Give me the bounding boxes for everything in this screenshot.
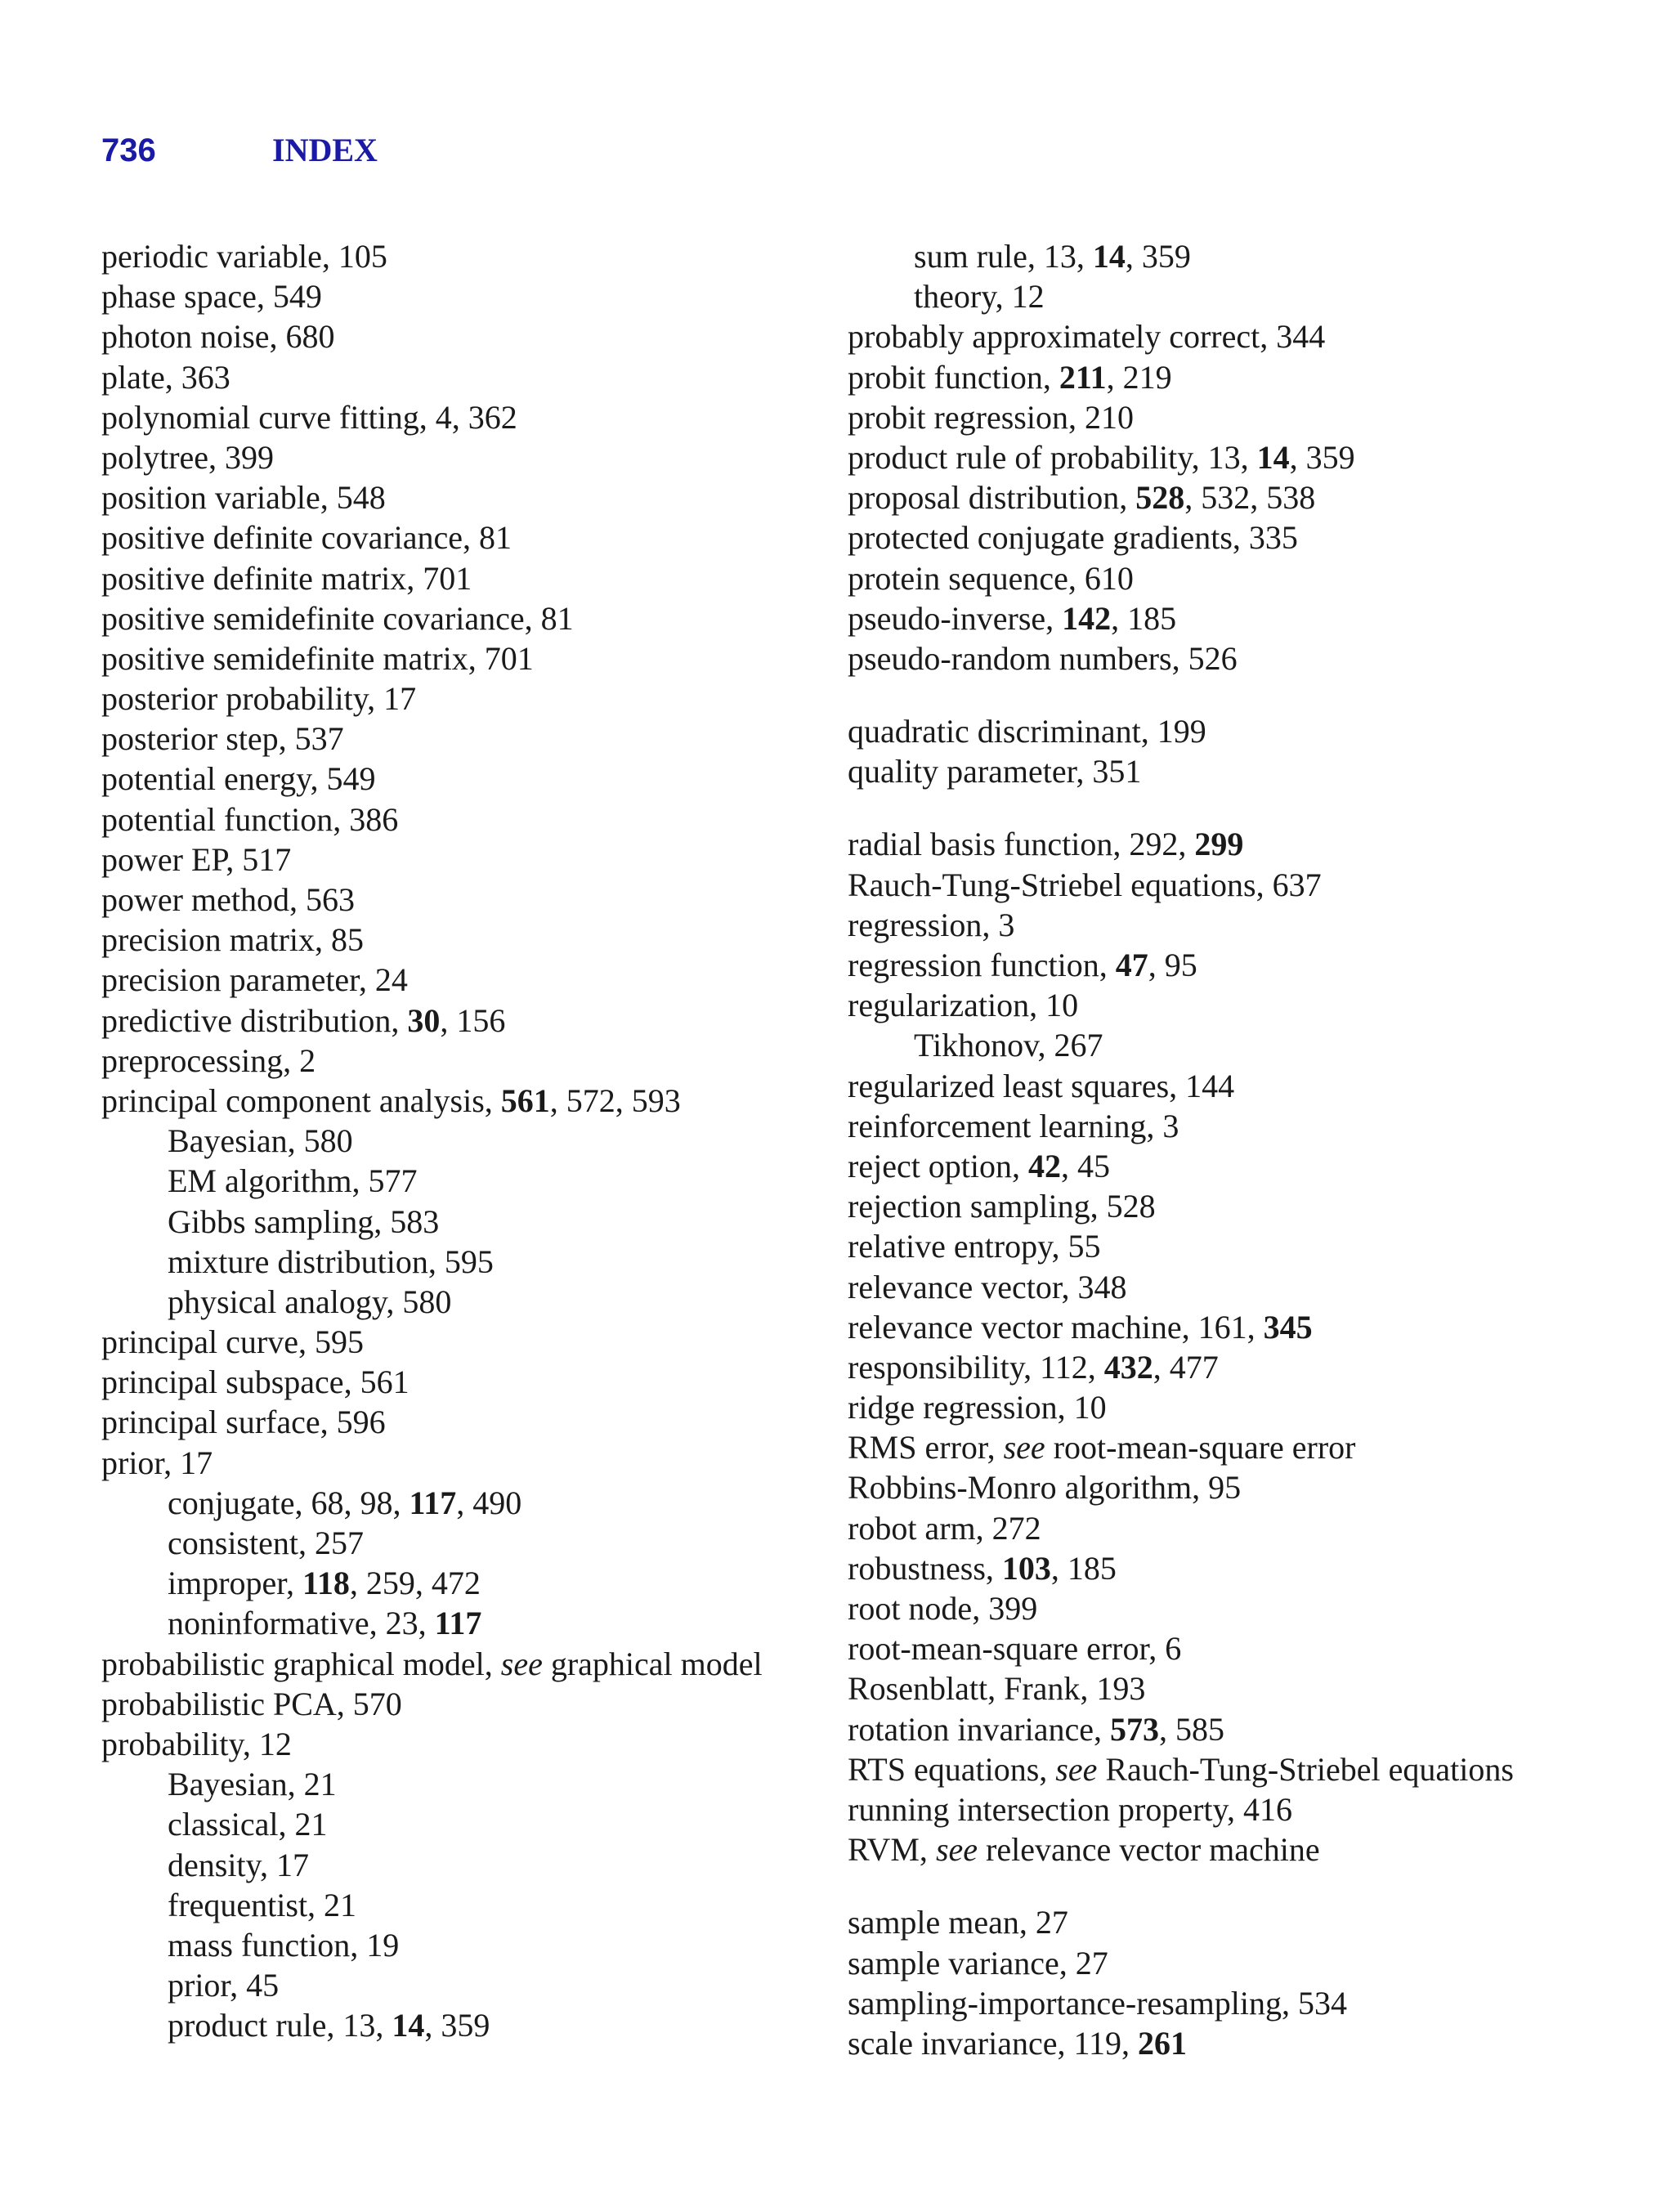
entry-text: physical analogy, 580 [168, 1283, 452, 1320]
index-entry [848, 1789, 1632, 1829]
entry-text: radial basis function, 292, [848, 826, 1195, 863]
entry-text: posterior step, 537 [101, 720, 344, 758]
entry-text: precision matrix, 85 [101, 921, 365, 959]
entry-text: , 45 [1061, 1147, 1111, 1184]
main-page-reference: 528 [1135, 479, 1185, 517]
entry-text: regression function, [848, 947, 1116, 983]
index-subentry [848, 236, 1632, 276]
entry-text: Bayesian, 580 [168, 1122, 353, 1160]
entry-text: responsibility, 112, [848, 1348, 1104, 1386]
entry-text: preprocessing, 2 [101, 1041, 316, 1079]
entry-text: scale invariance, 119, [848, 2024, 1139, 2062]
entry-text: position variable, 548 [101, 479, 386, 517]
index-entry [848, 751, 1632, 791]
entry-text: probability, 12 [101, 1725, 292, 1762]
index-entry [101, 276, 821, 316]
entry-text: sample variance, 27 [848, 1944, 1108, 1981]
index-entry [848, 357, 1632, 397]
index-entry [848, 598, 1632, 638]
main-page-reference: 561 [500, 1081, 550, 1119]
entry-text: , 572, 593 [549, 1081, 681, 1119]
index-entry [848, 1749, 1632, 1789]
page-number: 736 [101, 132, 156, 168]
entry-text: probably approximately correct, 344 [848, 318, 1326, 356]
entry-text: power method, 563 [101, 881, 355, 918]
entry-text: polynomial curve fitting, 4, 362 [101, 398, 517, 436]
index-entry [101, 1402, 821, 1442]
entry-text: mixture distribution, 595 [168, 1243, 494, 1280]
index-entry [848, 1983, 1632, 2023]
entry-text: protein sequence, 610 [848, 559, 1134, 597]
entry-text: principal subspace, 561 [101, 1363, 410, 1401]
index-subentry [101, 1925, 821, 1965]
main-page-reference: 345 [1263, 1308, 1313, 1346]
entry-text: RVM, [848, 1831, 936, 1869]
main-page-reference: 117 [409, 1484, 457, 1521]
index-entry [848, 316, 1632, 356]
entry-text: EM algorithm, 577 [168, 1162, 418, 1200]
entry-text: positive semidefinite covariance, 81 [101, 599, 574, 637]
entry-text: rotation invariance, [848, 1710, 1110, 1748]
index-entry [101, 357, 821, 397]
entry-text: periodic variable, 105 [101, 238, 387, 275]
main-page-reference: 573 [1109, 1710, 1159, 1748]
index-subentry [101, 1121, 821, 1161]
entry-text: classical, 21 [168, 1806, 328, 1843]
entry-text: , 95 [1148, 947, 1197, 983]
entry-text: principal component analysis, [101, 1081, 501, 1119]
entry-text: reinforcement learning, 3 [848, 1107, 1179, 1144]
index-entry [848, 558, 1632, 598]
index-entry [848, 1307, 1632, 1347]
entry-text: plate, 363 [101, 358, 231, 396]
entry-text: probit regression, 210 [848, 398, 1134, 436]
index-entry [848, 1467, 1632, 1507]
index-entry [848, 1668, 1632, 1708]
entry-text: Rosenblatt, Frank, 193 [848, 1670, 1146, 1708]
entry-text: principal surface, 596 [101, 1404, 386, 1441]
index-subentry [101, 1804, 821, 1844]
index-entry [101, 397, 821, 437]
entry-text: photon noise, 680 [101, 318, 335, 356]
entry-text: pseudo-inverse, [848, 599, 1063, 637]
main-page-reference: 42 [1028, 1147, 1062, 1184]
index-entry [101, 759, 821, 799]
entry-text: , 532, 538 [1184, 479, 1316, 517]
entry-text: RMS error, [848, 1429, 1004, 1466]
entry-text: noninformative, 23, [168, 1605, 435, 1642]
index-subentry [848, 1025, 1632, 1065]
index-subentry [101, 1483, 821, 1523]
index-entry [848, 1548, 1632, 1588]
entry-text: positive definite covariance, 81 [101, 519, 512, 557]
see-reference: see [935, 1831, 978, 1869]
main-page-reference: 14 [1256, 438, 1290, 476]
entry-text: probabilistic graphical model, [101, 1645, 501, 1682]
index-subentry [101, 1161, 821, 1201]
entry-text: reject option, [848, 1147, 1029, 1184]
entry-text: , 490 [456, 1484, 522, 1521]
index-entry [101, 236, 821, 276]
entry-text: prior, 45 [168, 1967, 280, 2004]
index-entry [101, 799, 821, 840]
main-page-reference: 103 [1001, 1549, 1051, 1587]
index-subentry [101, 1603, 821, 1643]
index-entry [101, 960, 821, 1000]
index-entry [848, 985, 1632, 1025]
index-subentry [101, 1202, 821, 1242]
entry-text: sampling-importance-resampling, 534 [848, 1984, 1347, 2022]
entry-text: pseudo-random numbers, 526 [848, 639, 1238, 677]
index-entry [848, 1902, 1632, 1942]
entry-text: , 359 [1289, 438, 1355, 476]
index-entry [848, 2023, 1632, 2063]
index-entry [848, 1943, 1632, 1983]
entry-text: sample mean, 27 [848, 1904, 1068, 1941]
entry-text: product rule, 13, [168, 2007, 392, 2044]
main-page-reference: 30 [407, 1001, 441, 1039]
entry-text: improper, [168, 1565, 303, 1602]
see-reference: see [500, 1645, 543, 1682]
index-entry [101, 1644, 821, 1684]
index-entry [101, 920, 821, 960]
entry-text: graphical model [542, 1645, 763, 1682]
index-subentry [101, 1563, 821, 1603]
entry-text: precision parameter, 24 [101, 961, 408, 999]
index-column-right [848, 236, 1632, 2063]
index-entry [848, 711, 1632, 751]
index-subentry [101, 1885, 821, 1925]
index-entry [848, 1347, 1632, 1387]
index-entry [848, 1226, 1632, 1266]
main-page-reference: 117 [434, 1605, 482, 1642]
index-entry [101, 1041, 821, 1081]
index-entry [848, 1508, 1632, 1548]
index-entry [848, 397, 1632, 437]
index-entry [848, 1146, 1632, 1186]
entry-text: probit function, [848, 358, 1059, 396]
main-page-reference: 14 [1092, 238, 1126, 275]
main-page-reference: 432 [1103, 1348, 1153, 1386]
entry-text: regularized least squares, 144 [848, 1067, 1235, 1104]
index-entry [101, 719, 821, 759]
entry-text: relevance vector, 348 [848, 1268, 1127, 1305]
entry-text: frequentist, 21 [168, 1886, 357, 1923]
index-entry [848, 1387, 1632, 1427]
entry-text: root node, 399 [848, 1590, 1038, 1627]
index-entry [848, 1709, 1632, 1749]
index-entry [848, 824, 1632, 864]
index-entry [848, 1628, 1632, 1668]
index-subentry [101, 2005, 821, 2045]
main-page-reference: 261 [1138, 2024, 1188, 2062]
entry-text: Gibbs sampling, 583 [168, 1202, 440, 1240]
index-entry [848, 945, 1632, 985]
entry-text: root-mean-square error [1045, 1429, 1356, 1466]
index-entry [848, 1588, 1632, 1628]
index-column-left [101, 236, 821, 2045]
index-entry [101, 1001, 821, 1041]
index-entry [101, 1724, 821, 1764]
index-entry [848, 477, 1632, 517]
entry-text: RTS equations, [848, 1750, 1056, 1788]
index-subentry [101, 1523, 821, 1563]
entry-text: polytree, 399 [101, 438, 275, 476]
see-reference: see [1055, 1750, 1098, 1788]
entry-text: conjugate, 68, 98, [168, 1484, 410, 1521]
entry-text: phase space, 549 [101, 278, 322, 316]
entry-text: , 185 [1111, 599, 1177, 637]
entry-text: regularization, 10 [848, 987, 1079, 1024]
index-entry [848, 517, 1632, 557]
index-entry [101, 678, 821, 719]
see-reference: see [1003, 1429, 1045, 1466]
index-entry [101, 840, 821, 880]
entry-text: running intersection property, 416 [848, 1790, 1292, 1828]
entry-text: relative entropy, 55 [848, 1228, 1101, 1265]
index-subentry [101, 1282, 821, 1322]
index-entry [101, 1684, 821, 1724]
index-entry [101, 1362, 821, 1402]
entry-text: protected conjugate gradients, 335 [848, 519, 1298, 557]
entry-text: positive definite matrix, 701 [101, 559, 472, 597]
main-page-reference: 211 [1059, 358, 1107, 396]
entry-text: consistent, 257 [168, 1525, 364, 1561]
entry-text: regression, 3 [848, 906, 1015, 943]
index-entry [848, 1186, 1632, 1226]
entry-text: theory, 12 [914, 278, 1045, 316]
index-subentry [101, 1242, 821, 1282]
index-entry [848, 1106, 1632, 1146]
index-entry [101, 638, 821, 678]
entry-text: robot arm, 272 [848, 1509, 1041, 1547]
entry-text: prior, 17 [101, 1444, 213, 1481]
entry-text: positive semidefinite matrix, 701 [101, 639, 534, 677]
main-page-reference: 14 [392, 2007, 425, 2044]
index-subentry [101, 1965, 821, 2005]
main-page-reference: 47 [1115, 947, 1148, 983]
entry-text: relevance vector machine, 161, [848, 1308, 1264, 1346]
entry-text: potential function, 386 [101, 800, 399, 838]
index-entry [848, 1427, 1632, 1467]
index-entry [101, 1443, 821, 1483]
entry-text: , 185 [1050, 1549, 1117, 1587]
index-entry [101, 1322, 821, 1362]
index-entry [101, 477, 821, 517]
entry-text: root-mean-square error, 6 [848, 1630, 1182, 1668]
entry-text: density, 17 [168, 1846, 309, 1883]
entry-text: Tikhonov, 267 [914, 1027, 1103, 1064]
entry-text: Rauch-Tung-Striebel equations [1097, 1750, 1514, 1788]
entry-text: posterior probability, 17 [101, 680, 417, 718]
index-subentry [101, 1845, 821, 1885]
entry-text: Bayesian, 21 [168, 1766, 337, 1803]
entry-text: , 359 [1125, 238, 1191, 275]
index-entry [101, 880, 821, 920]
index-entry [848, 437, 1632, 477]
index-entry [101, 1081, 821, 1121]
index-entry [848, 1267, 1632, 1307]
index-subentry [848, 276, 1632, 316]
entry-text: principal curve, 595 [101, 1323, 364, 1361]
index-entry [848, 865, 1632, 905]
entry-text: rejection sampling, 528 [848, 1188, 1156, 1225]
entry-text: , 156 [440, 1001, 506, 1039]
index-entry [848, 638, 1632, 678]
index-entry [101, 316, 821, 356]
entry-text: robustness, [848, 1549, 1002, 1587]
entry-text: power EP, 517 [101, 840, 292, 878]
entry-text: relevance vector machine [978, 1831, 1320, 1869]
main-page-reference: 142 [1062, 599, 1112, 637]
index-entry [101, 437, 821, 477]
entry-text: ridge regression, 10 [848, 1389, 1107, 1426]
entry-text: probabilistic PCA, 570 [101, 1685, 402, 1722]
entry-text: , 259, 472 [349, 1565, 481, 1602]
entry-text: mass function, 19 [168, 1926, 400, 1963]
entry-text: , 219 [1106, 358, 1172, 396]
entry-text: Rauch-Tung-Striebel equations, 637 [848, 866, 1322, 903]
index-entry [848, 1066, 1632, 1106]
index-entry [101, 517, 821, 557]
index-entry [101, 558, 821, 598]
index-subentry [101, 1764, 821, 1804]
entry-text: , 477 [1153, 1348, 1219, 1386]
entry-text: sum rule, 13, [914, 238, 1093, 275]
entry-text: , 359 [424, 2007, 490, 2044]
entry-text: quality parameter, 351 [848, 753, 1142, 790]
main-page-reference: 299 [1194, 826, 1244, 863]
entry-text: predictive distribution, [101, 1001, 408, 1039]
entry-text: proposal distribution, [848, 479, 1136, 517]
entry-text: product rule of probability, 13, [848, 438, 1257, 476]
entry-text: quadratic discriminant, 199 [848, 713, 1206, 750]
index-entry [848, 905, 1632, 945]
index-entry [848, 1829, 1632, 1869]
entry-text: potential energy, 549 [101, 760, 376, 798]
entry-text: , 585 [1158, 1710, 1224, 1748]
index-entry [101, 598, 821, 638]
main-page-reference: 118 [302, 1565, 350, 1602]
running-head: INDEX [272, 132, 378, 168]
entry-text: Robbins-Monro algorithm, 95 [848, 1469, 1242, 1507]
